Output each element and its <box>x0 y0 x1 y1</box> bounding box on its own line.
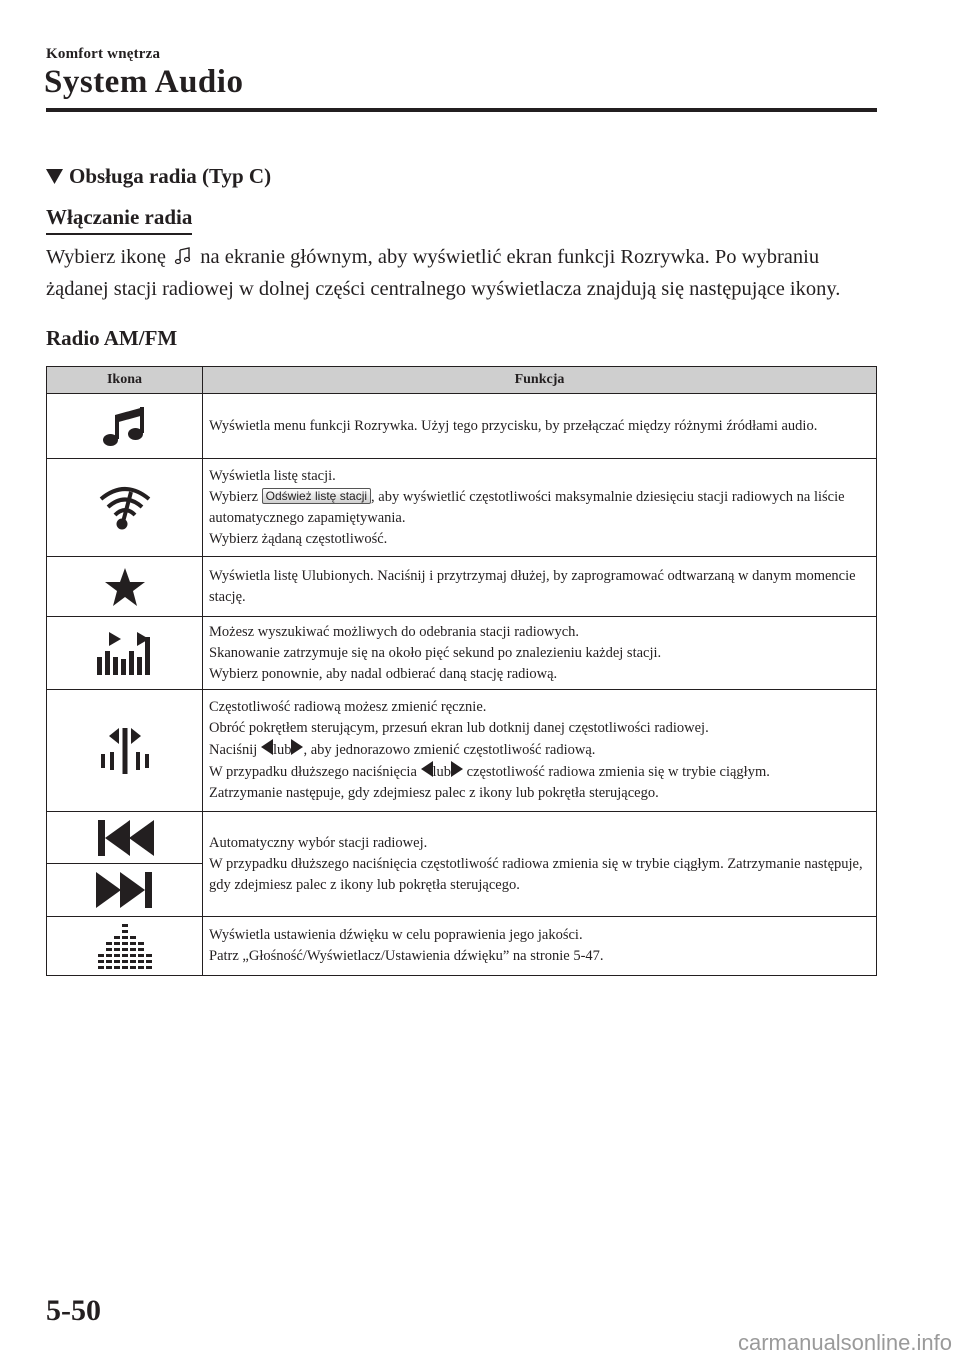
table-header-row <box>47 367 877 394</box>
table-row <box>47 394 877 459</box>
seek-back-icon <box>94 818 156 858</box>
tune-line4-pre: W przypadku dłuższego naciśnięcia <box>209 764 417 780</box>
function-cell <box>203 690 877 812</box>
radio-heading: Radio AM/FM <box>46 326 178 350</box>
tune-line3-pre: Naciśnij <box>209 742 258 758</box>
intro-before: Wybierz ikonę <box>46 246 167 268</box>
table-row <box>47 617 877 690</box>
list-line1: Wyświetla listę stacji. <box>209 467 336 484</box>
scan-line3: Wybierz ponownie, aby nadal odbierać daną stację radiową. <box>209 665 558 682</box>
subsection-title: Włączanie radia <box>46 205 192 235</box>
tune-line4-mid: lub <box>432 764 452 780</box>
seek-forward-icon <box>94 870 156 910</box>
star-icon <box>104 567 146 607</box>
scan-icon <box>93 629 157 677</box>
col-header-function: Funkcja <box>203 367 877 394</box>
function-cell <box>203 917 877 976</box>
seek-line2: W przypadku dłuższego naciśnięcia częstotliwość radiowa zmienia się w trybie ciągłym. Zatrzymanie następuje, gdy zdejmiesz palec z ikony lub pokrętła sterującego. <box>209 855 863 893</box>
tune-line3-mid: lub <box>272 742 292 758</box>
header-rule <box>46 108 877 112</box>
list-line3: Wybierz żądaną częstotliwość. <box>209 530 388 547</box>
tune-line3-post: , aby jednorazowo zmienić częstotliwość radiową. <box>303 742 596 758</box>
sound-line1: Wyświetla ustawienia dźwięku w celu poprawienia jego jakości. <box>209 927 583 943</box>
tune-line5: Zatrzymanie następuje, gdy zdejmiesz palec z ikony lub pokrętła sterującego. <box>209 785 659 801</box>
table-row <box>47 690 877 812</box>
section-title <box>46 164 271 189</box>
icon-cell <box>47 617 203 690</box>
music-note-icon <box>100 403 150 449</box>
tune-line4-post: częstotliwość radiowa zmienia się w trybie ciągłym. <box>466 764 770 780</box>
function-cell <box>203 617 877 690</box>
table-row <box>47 459 877 557</box>
section-title-text: Obsługa radia (Typ C) <box>69 164 272 188</box>
triangle-right-icon <box>451 761 463 777</box>
scan-line2: Skanowanie zatrzymuje się na około pięć sekund po znalezieniu każdej stacji. <box>209 644 662 661</box>
page-number: 5-50 <box>46 1294 101 1327</box>
triangle-right-icon <box>291 739 303 755</box>
tune-line4 <box>209 761 866 783</box>
station-list-icon <box>98 484 152 532</box>
intro-paragraph <box>46 242 880 304</box>
function-table <box>46 366 877 976</box>
tune-line3 <box>209 739 866 761</box>
header-section: Komfort wnętrza <box>46 46 161 62</box>
function-cell <box>203 812 877 917</box>
icon-cell <box>47 459 203 557</box>
triangle-left-icon <box>261 739 273 755</box>
triangle-left-icon <box>421 761 433 777</box>
function-cell: Wyświetla menu funkcji Rozrywka. Użyj tego przycisku, by przełączać między różnymi źródłami audio. <box>203 394 877 459</box>
table-row <box>47 812 877 864</box>
icon-cell <box>47 557 203 617</box>
seek-line1: Automatyczny wybór stacji radiowej. <box>209 834 428 851</box>
list-line2 <box>209 487 866 529</box>
triangle-down-icon <box>46 169 63 184</box>
table-row <box>47 917 877 976</box>
intro-after: na ekranie głównym, aby wyświetlić ekran funkcji Rozrywka. Po wybraniu żądanej stacji radiowej w dolnej części centralnego wyświetlacza znajdują się następujące ikony. <box>46 246 841 300</box>
equalizer-icon <box>97 922 153 970</box>
tune-icon <box>95 726 155 776</box>
tune-line1: Częstotliwość radiową możesz zmienić ręcznie. <box>209 699 487 715</box>
icon-cell <box>47 394 203 459</box>
col-header-icon: Ikona <box>47 367 203 394</box>
function-cell: Wyświetla listę Ulubionych. Naciśnij i przytrzymaj dłużej, by zaprogramować odtwarzaną w danym momencie stację. <box>203 557 877 617</box>
header-title: System Audio <box>44 64 244 100</box>
sound-line2: Patrz „Głośność/Wyświetlacz/Ustawienia dźwięku” na stronie 5-47. <box>209 948 604 964</box>
list-line2-pre: Wybierz <box>209 488 259 505</box>
watermark: carmanualsonline.info <box>737 1330 952 1355</box>
icon-cell <box>47 812 203 864</box>
scan-line1: Możesz wyszukiwać możliwych do odebrania stacji radiowych. <box>209 623 580 640</box>
refresh-station-list-button: Odśwież listę stacji <box>262 488 371 504</box>
function-cell <box>203 459 877 557</box>
icon-cell <box>47 864 203 917</box>
table-row <box>47 557 877 617</box>
icon-cell <box>47 690 203 812</box>
tune-line2: Obróć pokrętłem sterującym, przesuń ekran lub dotknij danej częstotliwości radiowej. <box>209 720 709 736</box>
music-note-icon <box>174 244 192 274</box>
icon-cell <box>47 917 203 976</box>
list-line2-post: , aby wyświetlić częstotliwości maksymalnie dziesięciu stacji radiowych na liście automatycznego zapamiętywania. <box>209 488 845 526</box>
